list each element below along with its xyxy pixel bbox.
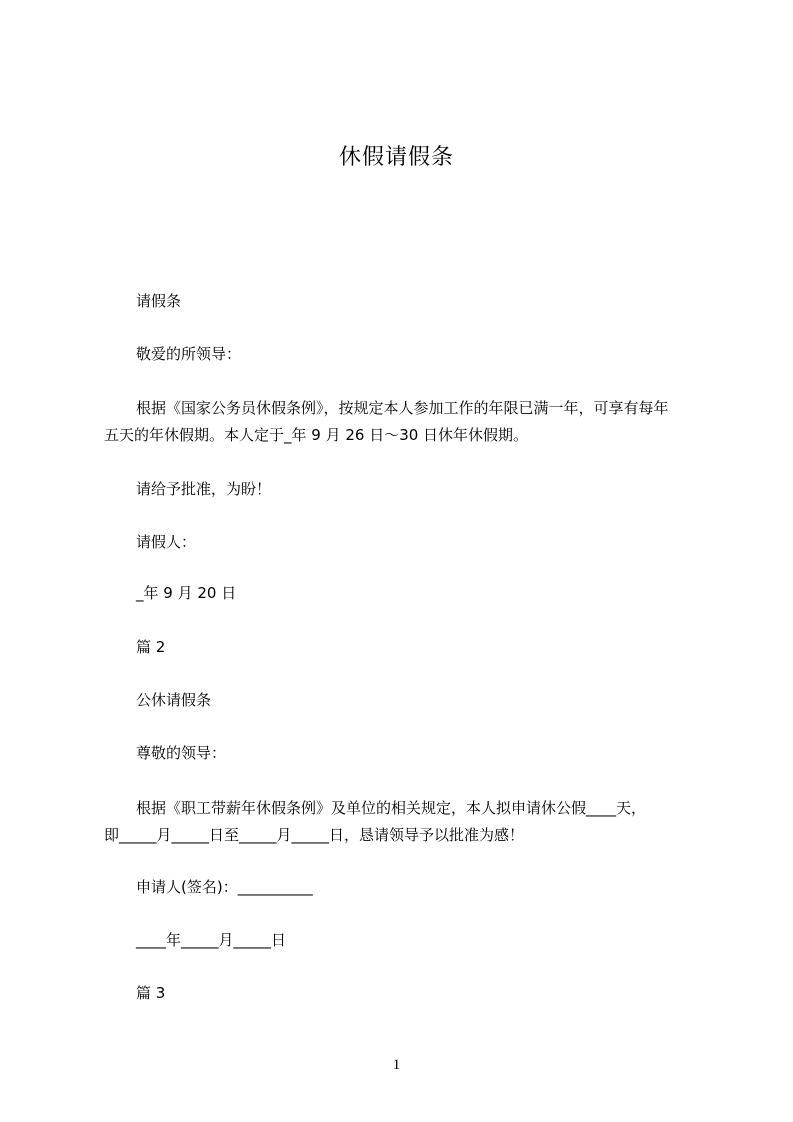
paragraph-heading-leave-note: 请假条 (136, 292, 182, 310)
section-heading-2: 篇 2 (136, 638, 166, 656)
paragraph-body-1 (104, 395, 716, 449)
document-title: 休假请假条 (338, 145, 454, 170)
section-heading-3: 篇 3 (136, 984, 166, 1002)
paragraph-request: 请给予批准，为盼！ (136, 480, 272, 498)
paragraph-salutation-2: 尊敬的领导： (136, 744, 227, 762)
page-number: 1 (392, 1057, 401, 1073)
paragraph-date-2: ____年_____月_____日 (136, 931, 287, 949)
paragraph-applicant: 请假人： (136, 533, 197, 551)
paragraph-body-2 (104, 795, 716, 849)
paragraph-body-2-line-1: 根据《职工带薪年休假条例》及单位的相关规定，本人拟申请休公假____天， (136, 799, 647, 817)
paragraph-body-2-line-2: 即_____月_____日至_____月_____日，恳请领导予以批准为感！ (104, 826, 525, 844)
paragraph-signature: 申请人(签名)：__________ (136, 878, 313, 896)
paragraph-body-1-line-1: 根据《国家公务员休假条例》，按规定本人参加工作的年限已满一年，可享有每年 (136, 399, 669, 417)
paragraph-date-1: _年 9 月 20 日 (136, 584, 237, 602)
paragraph-salutation: 敬爱的所领导： (136, 345, 242, 363)
paragraph-heading-public-leave: 公休请假条 (136, 691, 212, 709)
paragraph-body-1-line-2: 五天的年休假期。本人定于_年 9 月 26 日～30 日休年休假期。 (104, 426, 529, 444)
